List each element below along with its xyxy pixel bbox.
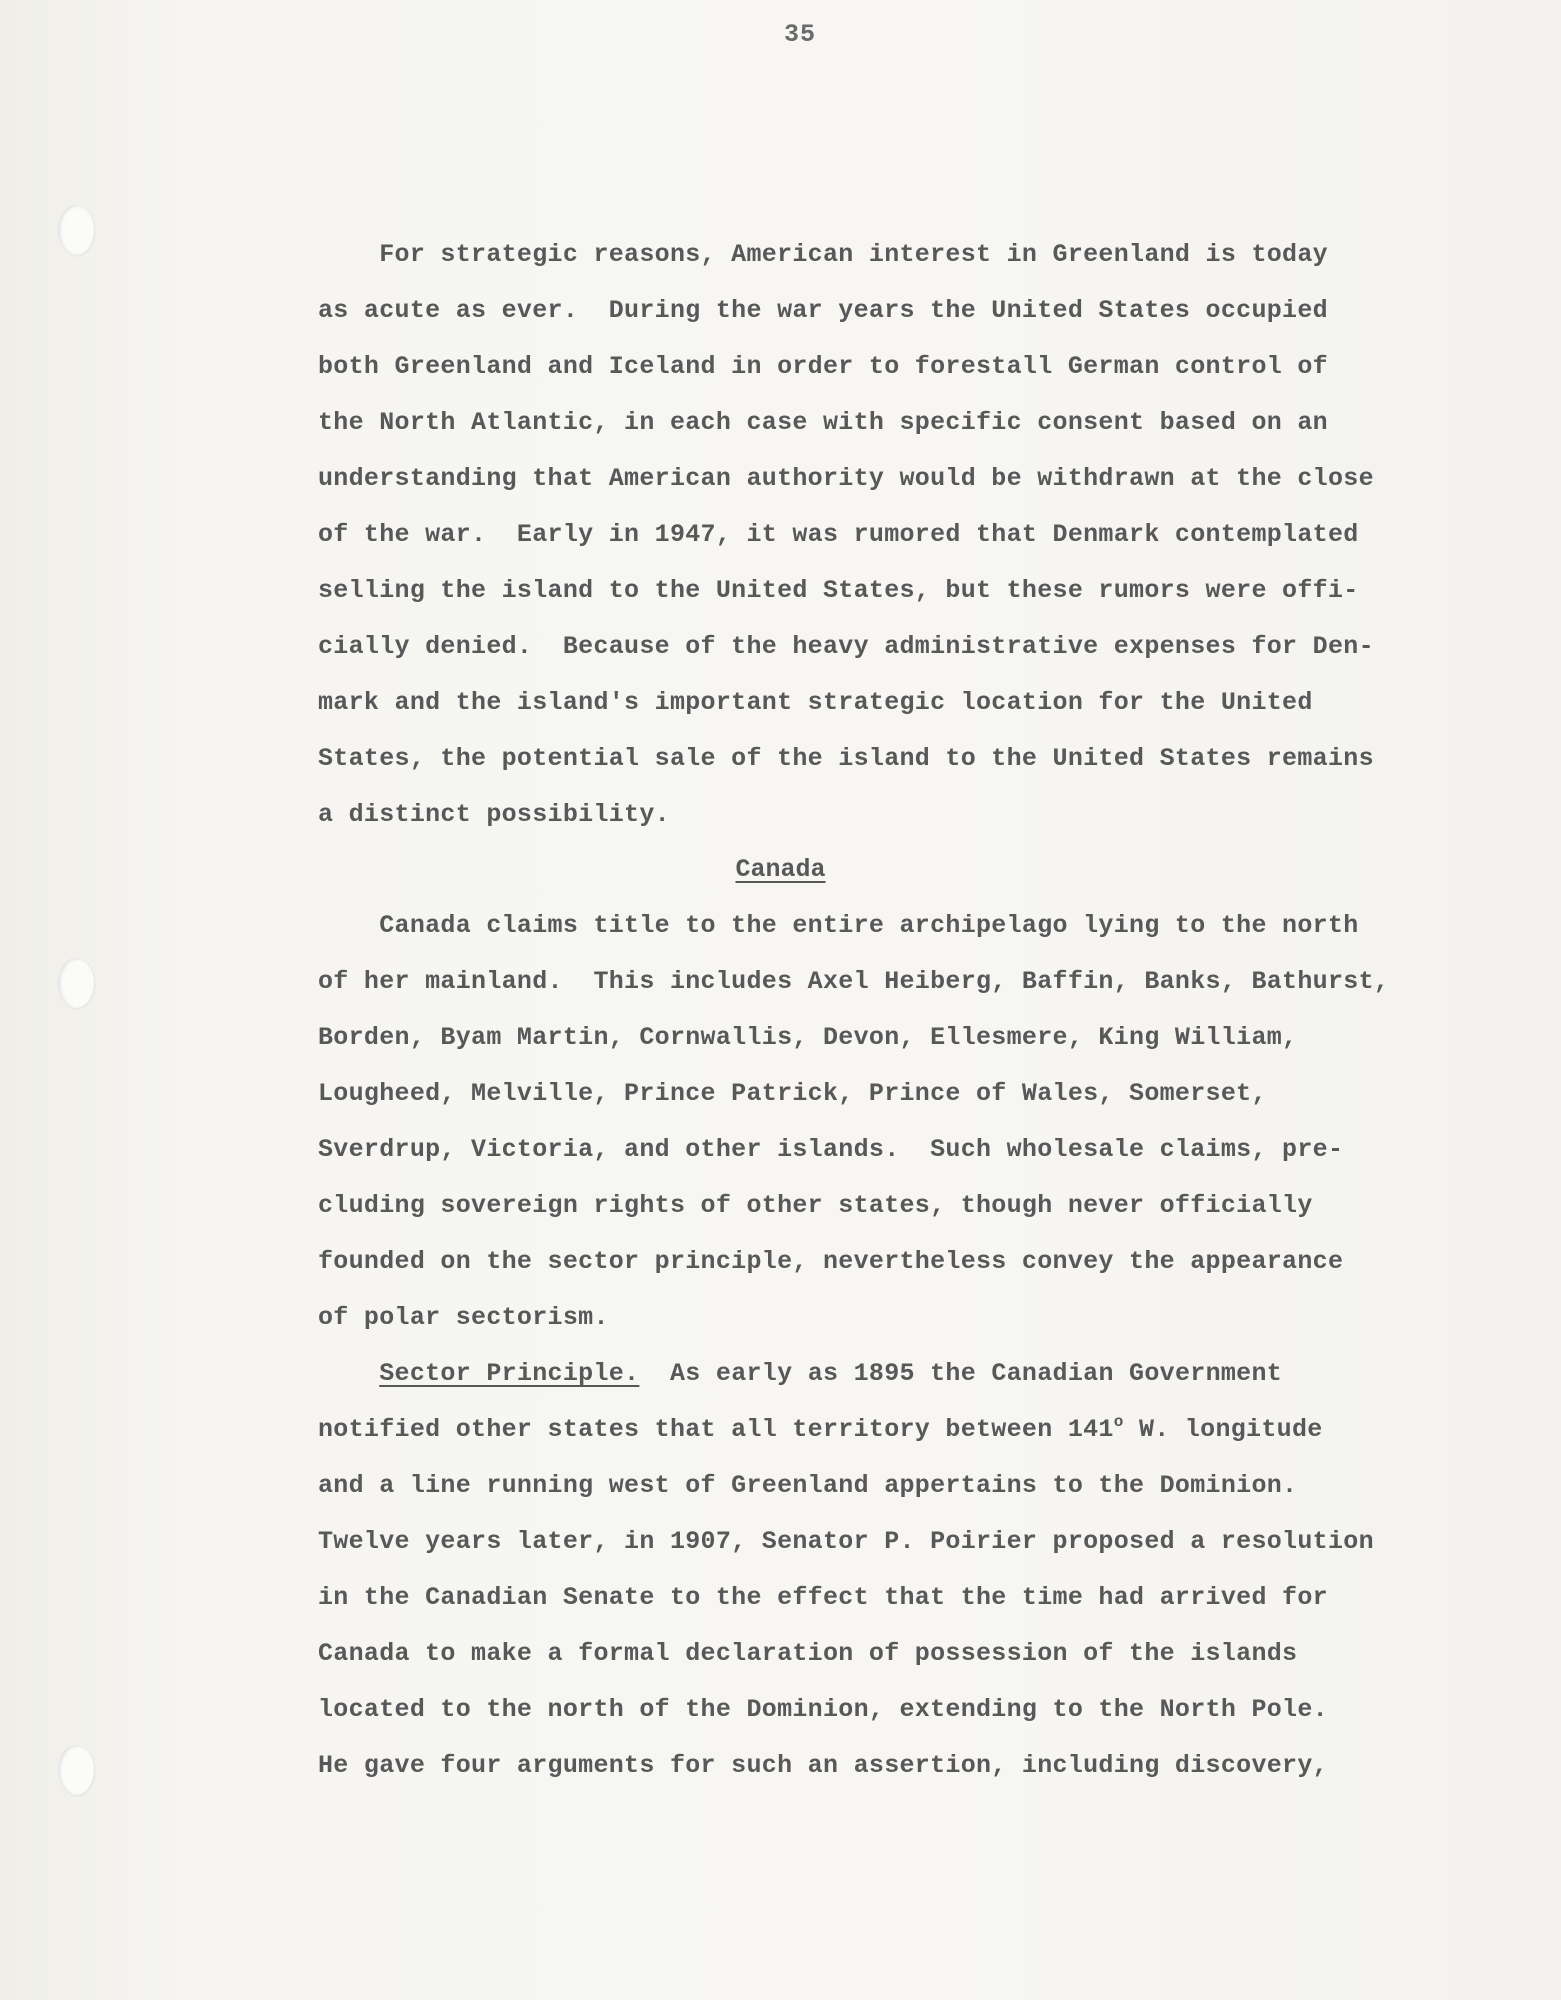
- text-line: both Greenland and Iceland in order to forestall German control of: [318, 352, 1328, 381]
- paragraph-canada-claims: [318, 898, 1393, 1346]
- text-line: Canada to make a formal declaration of possession of the islands: [318, 1639, 1298, 1668]
- text-line: He gave four arguments for such an assertion, including discovery,: [318, 1751, 1328, 1780]
- text-line: Twelve years later, in 1907, Senator P. Poirier proposed a resolution: [318, 1527, 1374, 1556]
- punch-hole-bottom: [58, 1745, 94, 1795]
- text-line: in the Canadian Senate to the effect that the time had arrived for: [318, 1583, 1328, 1612]
- text-line: and a line running west of Greenland appertains to the Dominion.: [318, 1471, 1298, 1500]
- text-line: founded on the sector principle, nevertheless convey the appearance: [318, 1247, 1344, 1276]
- text-line: the North Atlantic, in each case with specific consent based on an: [318, 408, 1328, 437]
- lead-rest: As early as 1895 the Canadian Government: [639, 1359, 1283, 1388]
- text-line: mark and the island's important strategic location for the United: [318, 688, 1313, 717]
- degree-superscript: o: [1113, 1413, 1124, 1431]
- punch-hole-top: [58, 205, 94, 255]
- text-line: Lougheed, Melville, Prince Patrick, Prince of Wales, Somerset,: [318, 1079, 1267, 1108]
- subsection-lead: Sector Principle.: [379, 1359, 640, 1388]
- text-line: Sverdrup, Victoria, and other islands. Such wholesale claims, pre-: [318, 1135, 1344, 1164]
- text-line: selling the island to the United States, but these rumors were offi-: [318, 576, 1359, 605]
- text-line: of her mainland. This includes Axel Heiberg, Baffin, Banks, Bathurst,: [318, 967, 1390, 996]
- text-line: understanding that American authority would be withdrawn at the close: [318, 464, 1374, 493]
- section-heading-text: Canada: [735, 855, 826, 884]
- text-line: [318, 1346, 1393, 1402]
- paragraph-greenland: [318, 227, 1393, 843]
- text-line: of polar sectorism.: [318, 1303, 609, 1332]
- text-line: States, the potential sale of the island to the United States remains: [318, 744, 1374, 773]
- paragraph-sector-principle: [318, 1346, 1393, 1794]
- line-text: notified other states that all territory between 141: [318, 1415, 1114, 1444]
- indent: [318, 1359, 379, 1388]
- section-heading: [0, 842, 1561, 898]
- text-line: as acute as ever. During the war years the United States occupied: [318, 296, 1328, 325]
- text-line: cially denied. Because of the heavy administrative expenses for Den-: [318, 632, 1374, 661]
- punch-hole-middle: [58, 958, 94, 1008]
- text-line: Borden, Byam Martin, Cornwallis, Devon, Ellesmere, King William,: [318, 1023, 1298, 1052]
- text-line: a distinct possibility.: [318, 800, 670, 829]
- text-line: Canada claims title to the entire archipelago lying to the north: [318, 911, 1359, 940]
- line-text: W. longitude: [1123, 1415, 1323, 1444]
- text-line: of the war. Early in 1947, it was rumored that Denmark contemplated: [318, 520, 1359, 549]
- text-line: cluding sovereign rights of other states, though never officially: [318, 1191, 1313, 1220]
- text-line: For strategic reasons, American interest in Greenland is today: [318, 240, 1328, 269]
- page-number: 35: [784, 20, 817, 49]
- text-line: located to the north of the Dominion, extending to the North Pole.: [318, 1695, 1328, 1724]
- text-line: [318, 1402, 1393, 1458]
